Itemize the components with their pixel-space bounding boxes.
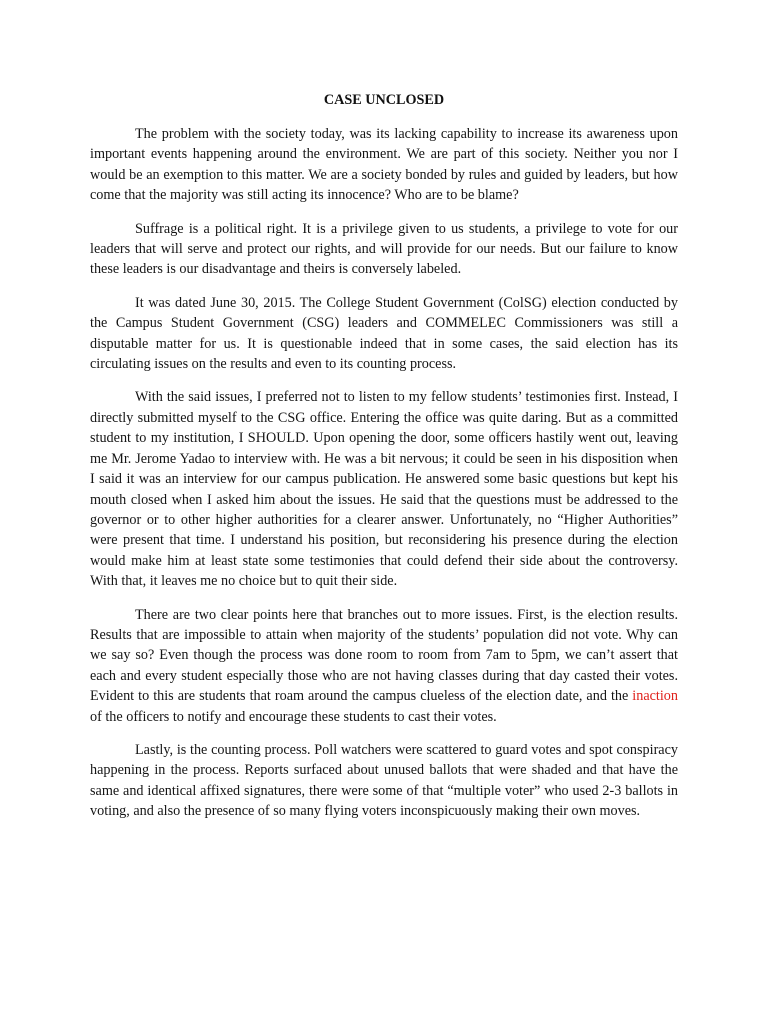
highlighted-word: inaction — [632, 688, 678, 705]
paragraph-2: Suffrage is a political right. It is a privilege given to us students, a privilege to vote for our leaders that will serve and protect our rights, and will provide for our needs. But our failure to know these leaders is our disadvantage and theirs is conversely labeled. — [90, 220, 678, 278]
paragraph-5 — [90, 605, 678, 727]
paragraph-5-text-after: of the officers to notify and encourage these students to cast their votes. — [90, 708, 497, 725]
paragraph-3: It was dated June 30, 2015. The College Student Government (ColSG) election conducted by the Campus Student Government (CSG) leaders and COMMELEC Commissioners was still a disputable matter for us. It is questionable indeed that in some cases, the said election has its circulating issues on the results and even to its counting process. — [90, 294, 678, 373]
document-body — [90, 124, 678, 835]
paragraph-4: With the said issues, I preferred not to listen to my fellow students’ testimonies first. Instead, I directly submitted myself to the CSG office. Entering the office was quite daring. But as a committed student to my institution, I SHOULD. Upon opening the door, some officers hastily went out, leaving me Mr. Jerome Yadao to interview with. He was a bit nervous; it could be seen in his disposition when I said it was an interview for our campus publication. He answered some basic questions but kept his mouth closed when I asked him about the issues. He said that the questions must be addressed to the governor or to other higher authorities for a clearer answer. Unfortunately, no “Higher Authorities” were present that time. I understand his position, but reconsidering his presence during the election would make him at least state some testimonies that could defend their side about the controversy. With that, it leaves me no choice but to quit their side. — [90, 389, 678, 590]
paragraph-6: Lastly, is the counting process. Poll watchers were scattered to guard votes and spot conspiracy happening in the process. Reports surfaced about unused ballots that were shaded and that have the same and identical affixed signatures, there were some of that “multiple voter” who used 2-3 ballots in voting, and also the presence of so many flying voters inconspicuously making their own moves. — [90, 741, 678, 820]
paragraph-5-text-before: There are two clear points here that branches out to more issues. First, is the election results. Results that are impossible to attain when majority of the students’ population did not vote. Why can we say so? Even though the process was done room to room from 7am to 5pm, we can’t assert that each and every student especially those who are not having classes during that day casted their votes. Evident to this are students that roam around the campus clueless of the election date, and the — [90, 606, 678, 705]
paragraph-1: The problem with the society today, was its lacking capability to increase its awareness upon important events happening around the environment. We are part of this society. Neither you nor I would be an exemption to this matter. We are a society bonded by rules and guided by leaders, but how come that the majority was still acting its innocence? Who are to be blame? — [90, 126, 678, 204]
page-title: CASE UNCLOSED — [323, 92, 445, 108]
